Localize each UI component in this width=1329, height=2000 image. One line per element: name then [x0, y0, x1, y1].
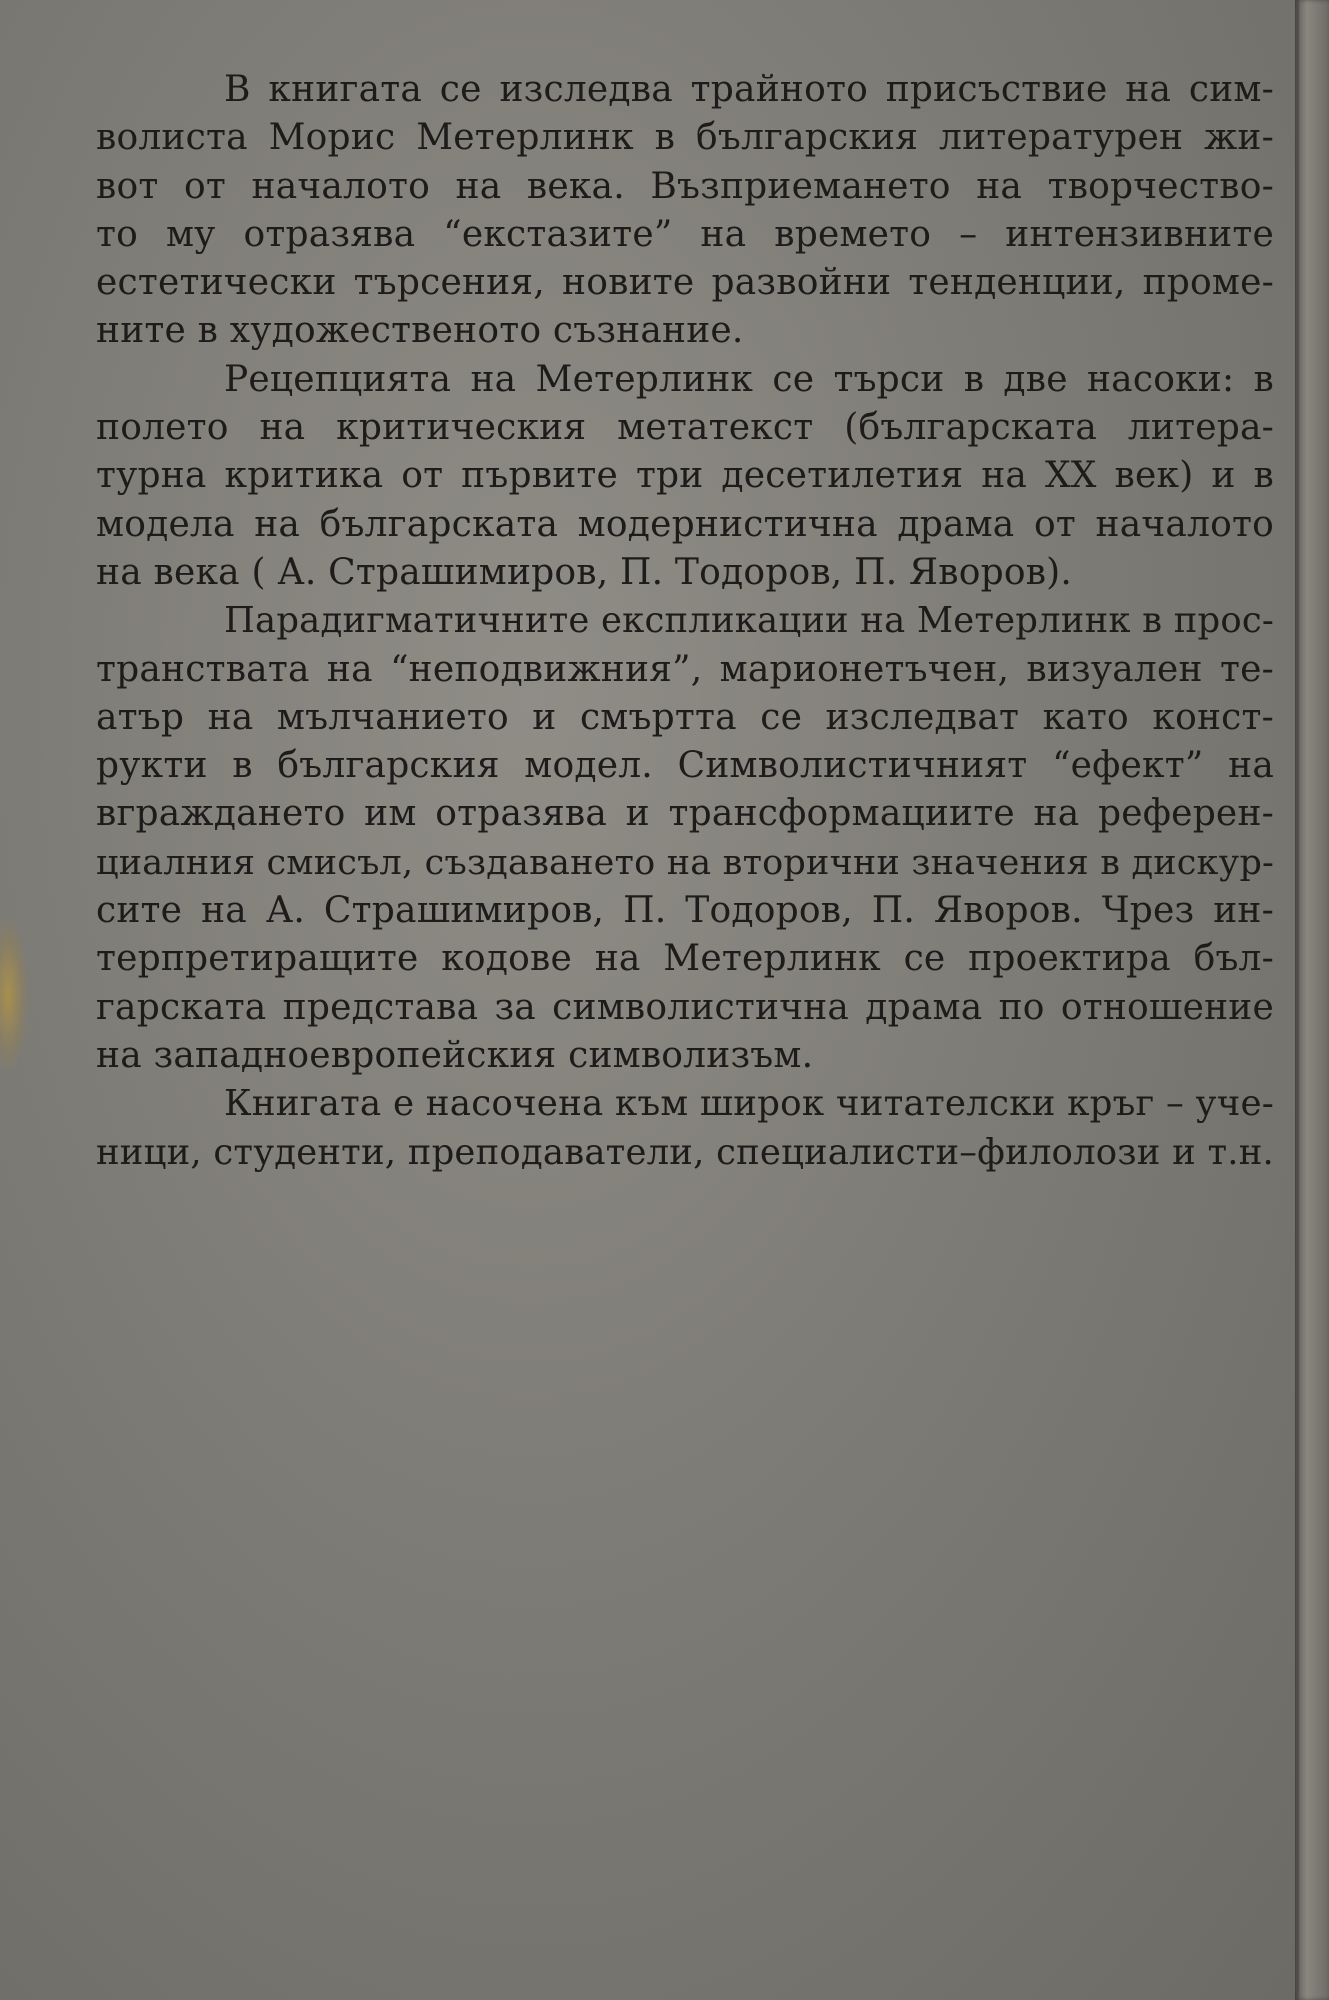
text-line: атър на мълчанието и смъртта се изследват като конст- — [96, 696, 1274, 738]
text-line: то му отразява “екстазите” на времето – интензивните — [96, 213, 1274, 255]
text-line: вот от началото на века. Възприемането на творчество- — [96, 165, 1274, 207]
text-line: модела на българската модернистична драма от началото — [96, 503, 1274, 545]
text-line: Рецепцията на Метерлинк се търси в две насоки: в — [224, 358, 1274, 400]
text-line: турна критика от първите три десетилетия на XX век) и в — [96, 455, 1274, 497]
page-edge — [1295, 0, 1329, 2000]
text-line: ните в художественото съзнание. — [96, 310, 744, 352]
text-line: вграждането им отразява и трансформациите на референ- — [96, 793, 1274, 835]
text-line: В книгата се изследва трайното присъствие на сим- — [224, 69, 1274, 110]
text-line: естетически търсения, новите развойни тенденции, проме- — [96, 262, 1274, 304]
page-edge-shadow — [1296, 0, 1299, 2000]
paragraph-2 — [96, 356, 1274, 597]
text-line: терпретиращите кодове на Метерлинк се проектира бъл- — [96, 938, 1274, 980]
text-line: транствата на “неподвижния”, марионетъчен, визуален те- — [96, 648, 1274, 690]
page-stain — [0, 920, 28, 1070]
text-line: Книгата е насочена към широк читателски кръг – уче- — [224, 1083, 1274, 1125]
text-line: рукти в българския модел. Символистичният “ефект” на — [96, 745, 1274, 787]
paragraph-4 — [96, 1080, 1274, 1177]
text-line: полето на критическия метатекст (българската литера- — [96, 407, 1274, 449]
text-line: ници, студенти, преподаватели, специалисти–филолози и т.н. — [96, 1131, 1274, 1173]
annotation-text — [96, 66, 1274, 1177]
text-line: гарската представа за символистична драма по отношение — [96, 986, 1274, 1028]
text-line: Парадигматичните експликации на Метерлинк в прос- — [224, 600, 1274, 642]
text-line: на западноевропейския символизъм. — [96, 1034, 814, 1076]
text-line: волиста Морис Метерлинк в българския литературен жи- — [96, 117, 1274, 159]
paragraph-3 — [96, 597, 1274, 1080]
text-line: сите на А. Страшимиров, П. Тодоров, П. Яворов. Чрез ин- — [96, 890, 1274, 932]
text-line: на века ( А. Страшимиров, П. Тодоров, П. Яворов). — [96, 551, 1073, 593]
text-line: циалния смисъл, създаването на вторични значения в дискур- — [96, 841, 1275, 883]
paragraph-1 — [96, 66, 1274, 356]
